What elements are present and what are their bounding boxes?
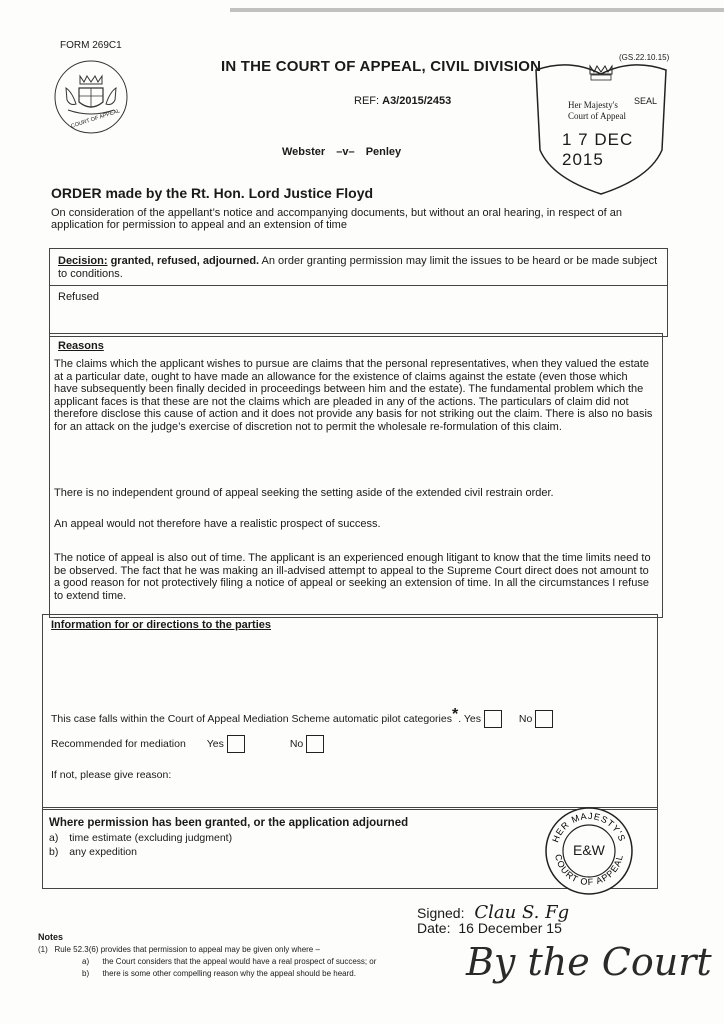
asterisk: * [451,706,459,723]
form-code: (GS.22.10.15) [619,53,670,62]
reasons-paragraph-1: The claims which the applicant wishes to pursue are claims that the personal representatives, when they valued the estate at a particular date, ought to have made an allowance for the existence of claims against the estate (even those which have subsequently been finally decided in proceedings between him and the estate). The fundamental problem which the applicant faces is that these are not the claims which are pleaded in any of the actions. The particulars of claim did not therefore disclose this cause of action and it does not provide any basis for not striking out the claim. There is also no basis for an attack on the judge’s exercise of discretion not to permit the wholesale re-formulation of this claim. [54,358,653,433]
by-the-court-handwriting: By the Court [466,940,712,984]
item-b-text: any expedition [69,846,137,858]
reasons-box [49,333,663,618]
seal-date: 1 7 DEC 2015 [562,130,634,169]
case-parties [282,146,401,158]
court-title: IN THE COURT OF APPEAL, CIVIL DIVISION [221,58,542,75]
information-box [42,614,658,810]
ref-number: A3/2015/2453 [382,95,452,107]
recommended-yes-checkbox[interactable] [227,735,245,753]
reasons-heading: Reasons [58,340,104,352]
order-heading: ORDER made by the Rt. Hon. Lord Justice Floyd [51,185,374,201]
versus: –v– [336,146,355,158]
crest-caption: COURT OF APPEAL [70,108,121,130]
item-b-marker: b) [49,846,59,858]
recommended-yes-label: Yes [206,737,224,750]
reference [354,95,451,107]
date-row [417,920,562,936]
note-1b: b) there is some other compelling reason why the appeal should be heard. [82,969,356,978]
permission-heading: Where permission has been granted, or the application adjourned [49,817,409,829]
consideration-text: On consideration of the appellant’s notice and accompanying documents, but without an oral hearing, in respect of an application for permission to appeal and an extension of time [51,207,622,231]
seal-word: SEAL [634,96,658,106]
decision-value: Refused [58,291,99,303]
reasons-paragraph-2: There is no independent ground of appeal seeking the setting aside of the extended civil restrain order. [54,487,554,499]
round-seal-bottom: COURT OF APPEAL [553,853,625,888]
decision-label: Decision: [58,255,108,267]
judge-signature: Clau S. Fg [474,902,570,923]
scheme-no-label: No [518,713,533,725]
court-seal-stamp [528,56,674,202]
signed-label: Signed: [417,905,465,921]
ref-label: REF: [354,95,380,107]
round-court-seal [543,805,635,897]
date-label: Date: [417,920,451,936]
scan-top-edge [230,8,724,12]
reason-prompt: If not, please give reason: [51,769,172,781]
recommended-no-checkbox[interactable] [306,735,324,753]
mediation-scheme-row: This case falls within the Court of Appeal Mediation Scheme automatic pilot categories*. Yes No [51,709,553,728]
item-a-marker: a) [49,832,59,844]
round-seal-center: E&W [573,842,605,858]
decision-note: An order granting permission may limit the issues to be heard or be made subject to conditions. [58,255,658,280]
notes-heading: Notes [38,932,64,942]
seal-line-2: Court of Appeal [568,111,626,121]
decision-box [49,248,668,337]
form-number: FORM 269C1 [60,40,122,51]
scheme-yes-label: Yes [463,713,481,725]
information-heading: Information for or directions to the parties [51,619,272,631]
royal-crest-stamp [52,58,130,136]
decision-options: granted, refused, adjourned. [107,255,260,267]
round-seal-top: HER MAJESTY'S [550,810,628,844]
scheme-yes-checkbox[interactable] [484,710,502,728]
recommended-label: Recommended for mediation [51,737,186,750]
seal-line-1: Her Majesty's [568,100,618,110]
reasons-paragraph-4: The notice of appeal is also out of time. The applicant is an experienced enough litigant to know that the time limits need to be observed. The fact that he was making an ill-advised attempt to appeal to the Supreme Court direct does not amount to a good reason for not protectively filing a notice of appeal or seeking an extension of time. In all the circumstances I refuse to extend time. [54,552,651,602]
permission-item-a [49,832,232,844]
date-value: 16 December 15 [458,920,562,936]
item-a-text: time estimate (excluding judgment) [69,832,233,844]
party-2: Penley [365,146,402,158]
note-1: (1) Rule 52.3(6) provides that permission to appeal may be given only where – [38,945,320,954]
party-1: Webster [282,146,326,158]
reasons-paragraph-3: An appeal would not therefore have a realistic prospect of success. [54,518,381,530]
recommended-row [51,735,324,753]
scheme-no-checkbox[interactable] [535,710,553,728]
permission-item-b [49,846,137,858]
note-1a: a) the Court considers that the appeal would have a real prospect of success; or [82,957,377,966]
decision-text [58,255,658,280]
recommended-no-label: No [289,737,304,750]
mediation-scheme-text: This case falls within the Court of Appeal Mediation Scheme automatic pilot categories [51,713,452,725]
